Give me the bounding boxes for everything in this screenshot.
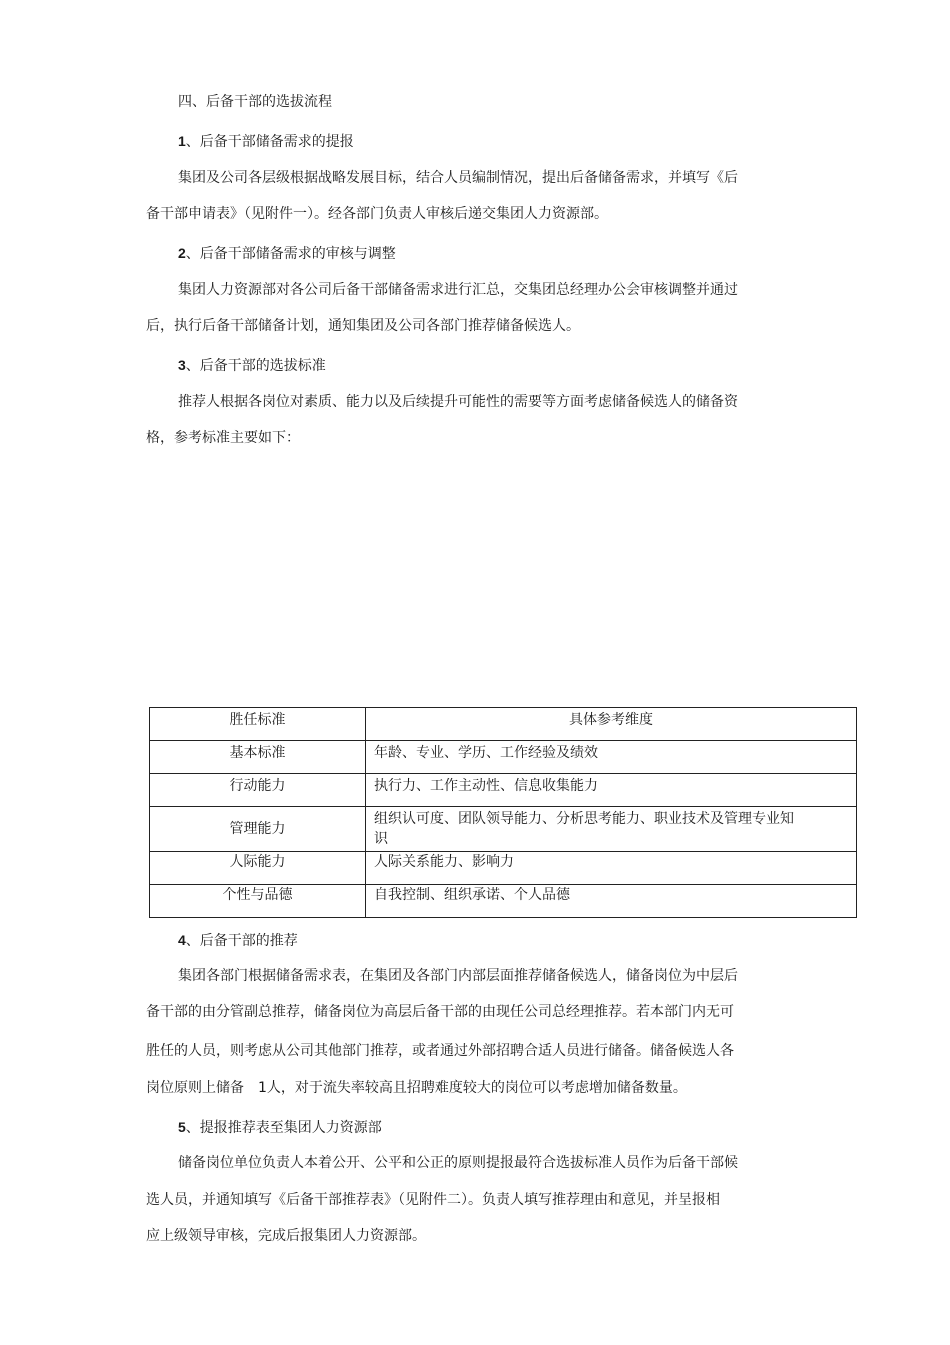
item-heading-4	[178, 930, 298, 951]
paragraph-line: 备干部申请表》（见附件一）。经各部门负责人审核后递交集团人力资源部。	[146, 206, 608, 222]
paragraph-line: 格，参考标准主要如下：	[146, 430, 300, 446]
paragraph-line: 储备岗位单位负责人本着公开、公平和公正的原则提报最符合选拔标准人员作为后备干部候	[178, 1155, 738, 1171]
item-heading-3	[178, 355, 326, 376]
item-number: 5	[178, 1119, 186, 1135]
item-heading-text: 、提报推荐表至集团人力资源部	[185, 1120, 382, 1136]
item-heading-text: 、后备干部的推荐	[185, 933, 298, 949]
item-heading-text: 、后备干部储备需求的提报	[185, 134, 354, 150]
table-header-cell: 具体参考维度	[366, 708, 857, 741]
table-row	[150, 885, 857, 918]
table-row	[150, 774, 857, 807]
paragraph-line: 后，执行后备干部储备计划，通知集团及公司各部门推荐储备候选人。	[146, 318, 580, 334]
item-heading-1	[178, 131, 354, 152]
table-cell	[366, 807, 857, 852]
paragraph-line: 集团及公司各层级根据战略发展目标，结合人员编制情况，提出后备储备需求，并填写《后	[178, 170, 738, 186]
table-cell: 年龄、专业、学历、工作经验及绩效	[366, 741, 857, 774]
paragraph-line: 集团各部门根据储备需求表，在集团及各部门内部层面推荐储备候选人，储备岗位为中层后	[178, 968, 738, 984]
paragraph-line: 集团人力资源部对各公司后备干部储备需求进行汇总，交集团总经理办公会审核调整并通过	[178, 282, 738, 298]
item-number: 3	[178, 357, 186, 373]
table-cell: 人际关系能力、影响力	[366, 852, 857, 885]
table-cell: 自我控制、组织承诺、个人品德	[366, 885, 857, 918]
table-header-row	[150, 708, 857, 741]
item-number: 4	[178, 932, 186, 948]
paragraph-line: 胜任的人员，则考虑从公司其他部门推荐，或者通过外部招聘合适人员进行储备。储备候选人各	[146, 1043, 734, 1059]
table-cell: 基本标准	[150, 741, 366, 774]
table-cell: 执行力、工作主动性、信息收集能力	[366, 774, 857, 807]
paragraph-line: 选人员，并通知填写《后备干部推荐表》（见附件二）。负责人填写推荐理由和意见，并呈报相	[146, 1192, 720, 1208]
table-cell: 人际能力	[150, 852, 366, 885]
item-heading-2	[178, 243, 396, 264]
item-number: 1	[178, 133, 186, 149]
table-row	[150, 852, 857, 885]
paragraph-line: 备干部的由分管副总推荐，储备岗位为高层后备干部的由现任公司总经理推荐。若本部门内无可	[146, 1004, 734, 1020]
paragraph-line: 应上级领导审核，完成后报集团人力资源部。	[146, 1228, 426, 1244]
section-title: 四、后备干部的选拔流程	[178, 94, 332, 110]
item-number: 2	[178, 245, 186, 261]
item-heading-text: 、后备干部的选拔标准	[185, 358, 326, 374]
table-row	[150, 807, 857, 852]
table-cell: 个性与品德	[150, 885, 366, 918]
table-cell: 管理能力	[150, 807, 366, 852]
table-header-cell: 胜任标准	[150, 708, 366, 741]
item-heading-text: 、后备干部储备需求的审核与调整	[185, 246, 396, 262]
criteria-table	[149, 707, 857, 918]
table-cell: 行动能力	[150, 774, 366, 807]
paragraph-line: 岗位原则上储备 1人，对于流失率较高且招聘难度较大的岗位可以考虑增加储备数量。	[146, 1080, 687, 1096]
table-cell-text: 组织认可度、团队领导能力、分析思考能力、职业技术及管理专业知识	[374, 811, 794, 847]
table-row	[150, 741, 857, 774]
item-heading-5	[178, 1117, 382, 1138]
paragraph-line: 推荐人根据各岗位对素质、能力以及后续提升可能性的需要等方面考虑储备候选人的储备资	[178, 394, 738, 410]
